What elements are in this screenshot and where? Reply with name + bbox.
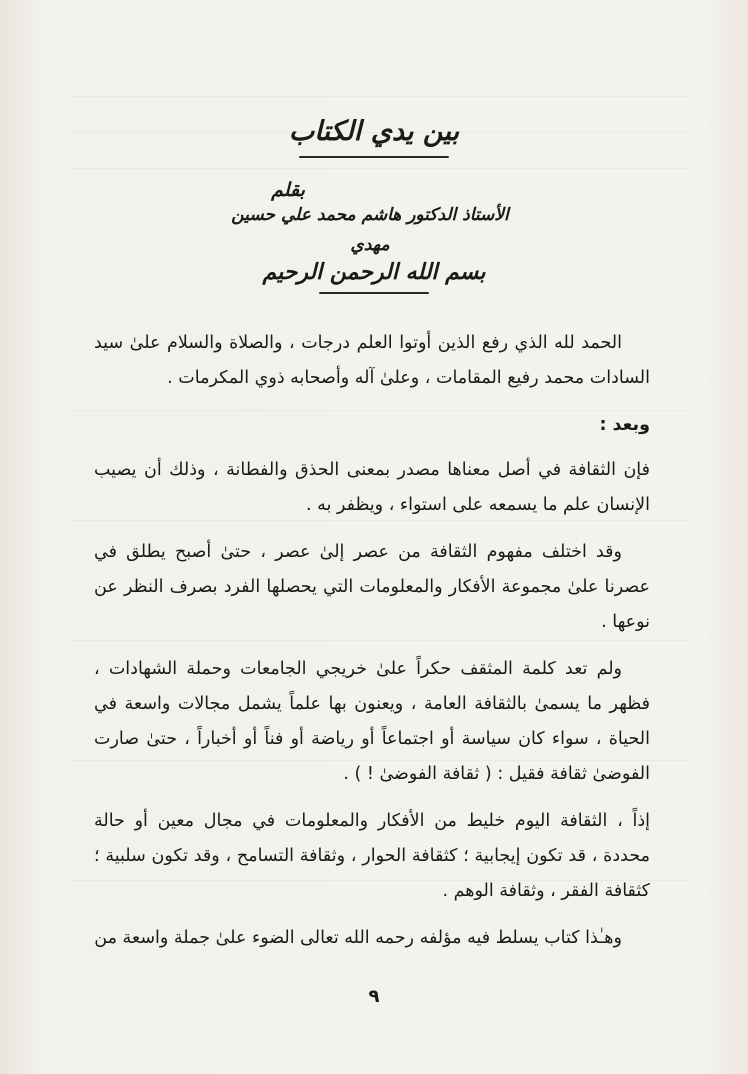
paragraph-general-culture: ولم تعد كلمة المثقف حكراً علىٰ خريجي الجامعات وحملة الشهادات ، فظهر ما يسمىٰ بالثقافة العامة ، ويعنون بها علماً يشمل مجالات واسعة في الحياة ، سواء كان سياسة أو اجتماعاً أو رياضة أو فناً أو أخباراً ، حتىٰ صارت الفوضىٰ ثقافة فقيل : ( ثقافة الفوضىٰ ! ) . [94,659,650,784]
bleed-through-line [70,168,690,169]
title-flourish [299,156,449,158]
paragraph-concept-change: وقد اختلف مفهوم الثقافة من عصر إلىٰ عصر ، حتىٰ أصبح يطلق في عصرنا علىٰ مجموعة الأفكار والمعلومات التي يحصلها الفرد بصرف النظر عن نوعها . [94,542,650,632]
chapter-header [0,112,748,158]
basmala [0,252,748,294]
chapter-title: بين يدي الكتاب [288,116,460,147]
bleed-through-line [70,96,690,97]
page-number: ٩ [368,986,380,1007]
byline-label: بقلم [271,179,305,201]
paragraph-opening: الحمد لله الذي رفع الذين أوتوا العلم درجات ، والصلاة والسلام علىٰ سيد السادات محمد رفيع المقامات ، وعلىٰ آله وأصحابه ذوي المكرمات . [94,333,650,388]
paragraph-heading-wabaad: وبعد : [599,415,650,435]
basmala-flourish [319,292,429,294]
paragraph-culture-today: إذاً ، الثقافة اليوم خليط من الأفكار والمعلومات في مجال معين أو حالة محددة ، قد تكون إيجابية ؛ كثقافة الحوار ، وثقافة التسامح ، وقد تكون سلبية ؛ كثقافة الفقر ، وثقافة الوهم . [94,811,650,901]
body-text [94,326,650,968]
author-name: الأستاذ الدكتور هاشم محمد علي حسين مهدي [231,205,509,255]
paragraph-book-intro: وهـٰذا كتاب يسلط فيه مؤلفه رحمه الله تعالى الضوء علىٰ جملة واسعة من [94,928,622,948]
paragraph-culture-definition: فإن الثقافة في أصل معناها مصدر بمعنى الحذق والفطانة ، وذلك أن يصيب الإنسان علم ما يسمعه على استواء ، ويظفر به . [94,460,650,515]
basmala-text: بسم الله الرحمن الرحيم [262,259,486,285]
